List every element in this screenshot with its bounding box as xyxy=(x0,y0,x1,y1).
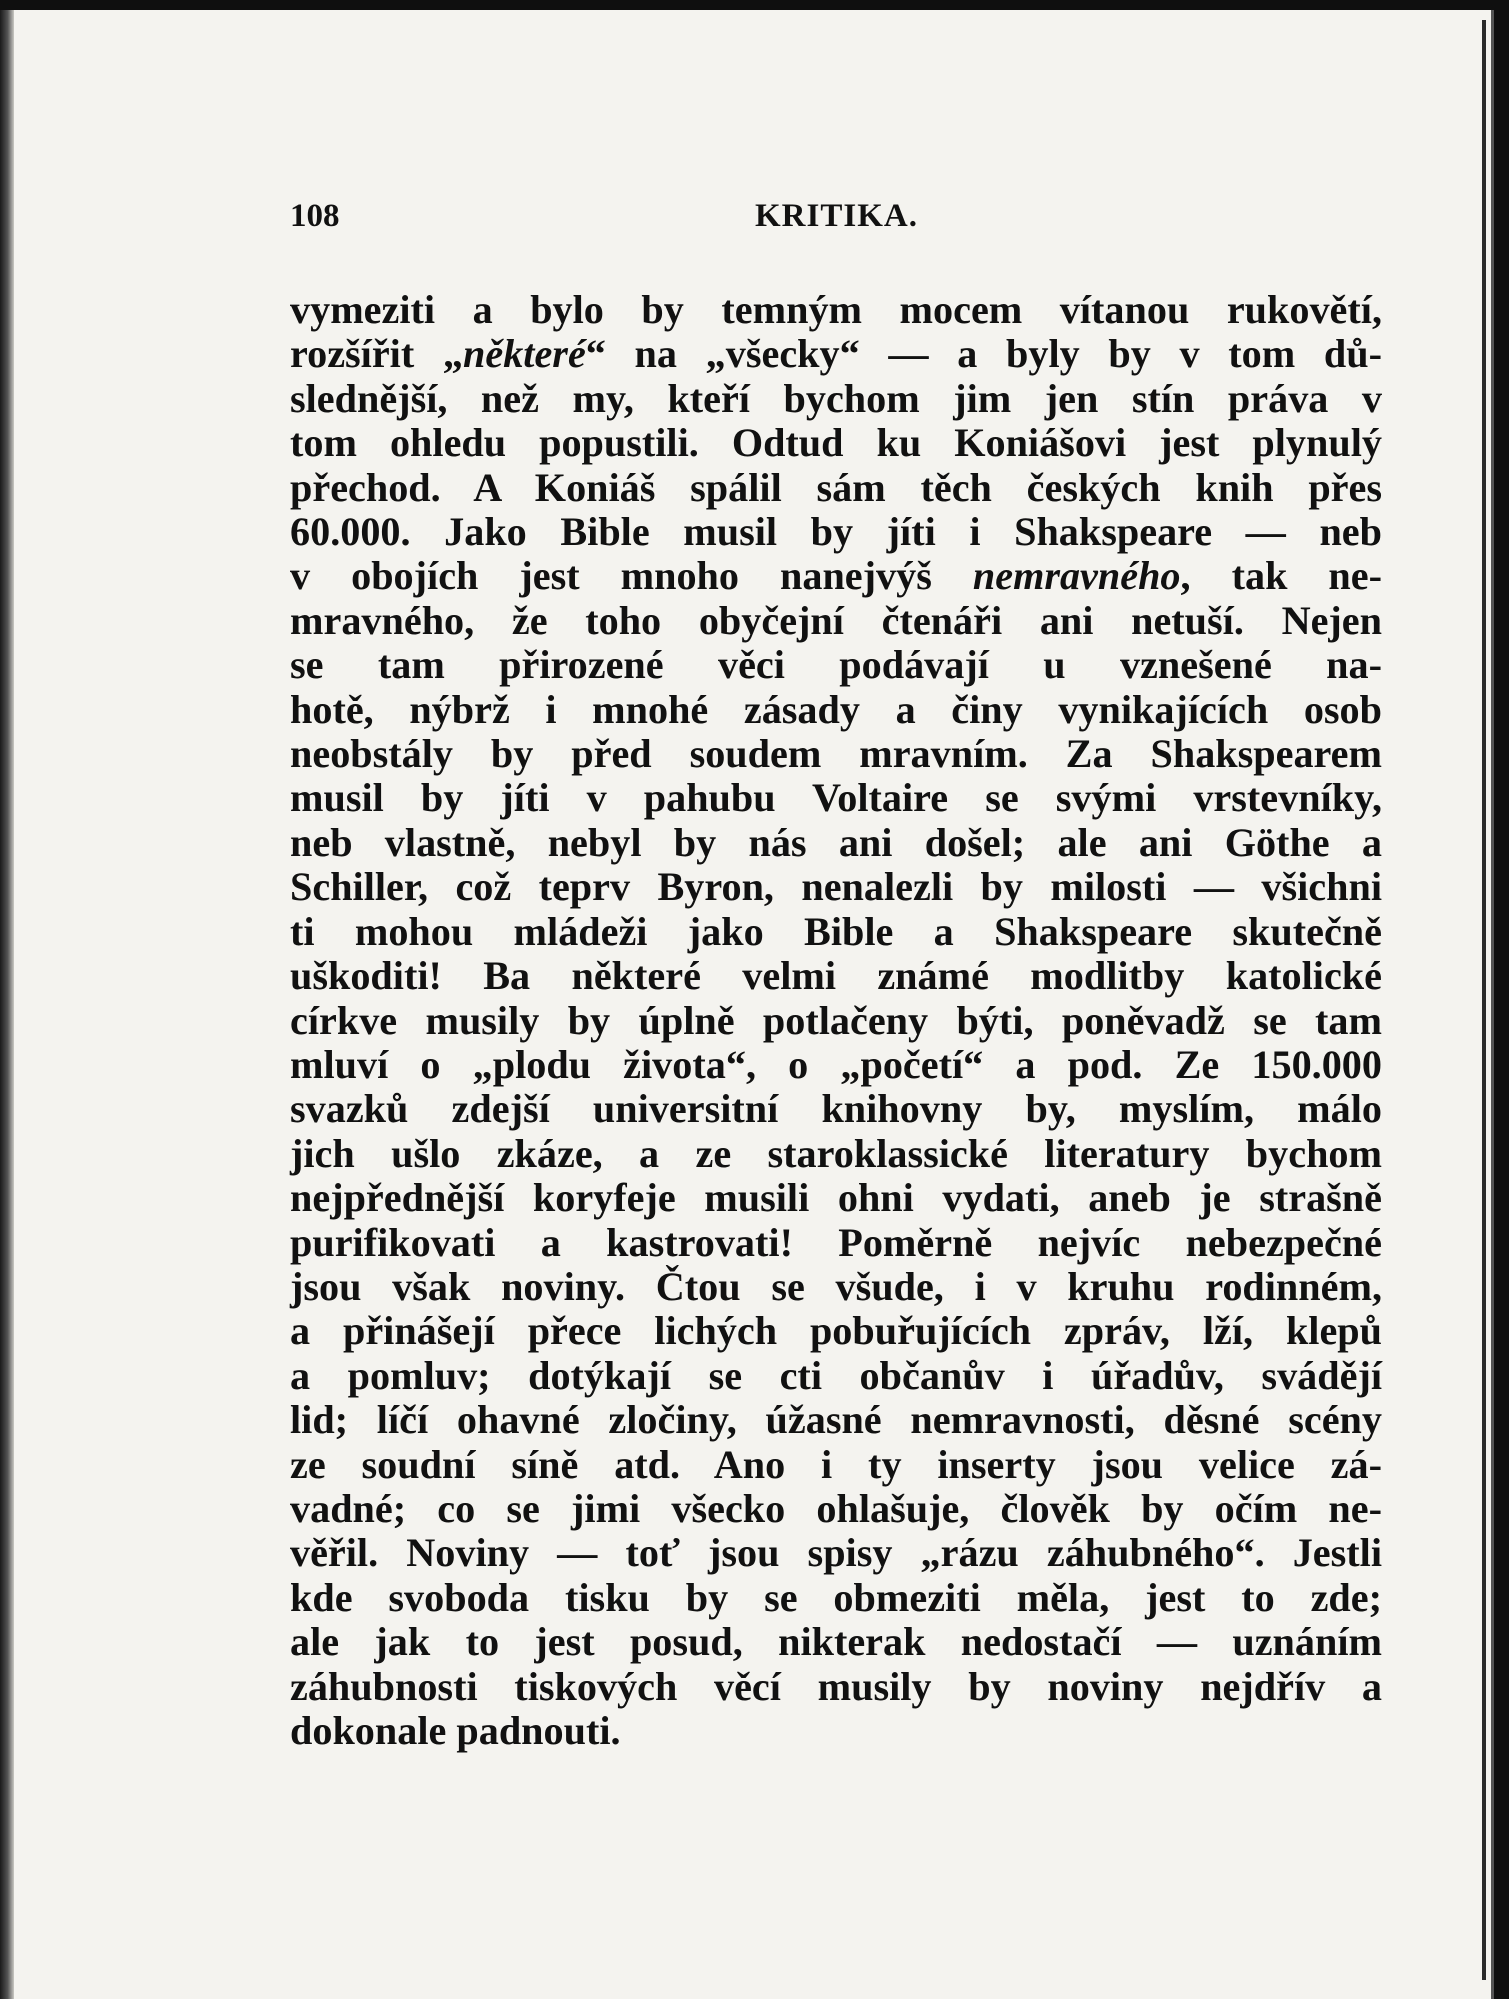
text-segment: v obojích jest mnoho nanejvýš xyxy=(290,553,973,599)
text-line: musil by jíti v pahubu Voltaire se svými vrstevníky, xyxy=(290,775,1382,821)
emphasized-text: některé xyxy=(463,331,586,377)
text-line: slednější, než my, kteří bychom jim jen stín práva v xyxy=(290,375,1382,421)
text-segment: , tak ne- xyxy=(1180,553,1382,599)
text-line: uškoditi! Ba některé velmi známé modlitby katolické xyxy=(290,953,1382,999)
text-line: jich ušlo zkáze, a ze staroklassické literatury bychom xyxy=(290,1130,1382,1176)
book-page xyxy=(0,10,1494,1999)
body-text xyxy=(290,288,1382,1753)
text-line: záhubnosti tiskových věcí musily by noviny nejdřív a xyxy=(290,1663,1382,1709)
text-line: dokonale padnouti. xyxy=(290,1708,621,1753)
page-edge-outer xyxy=(1491,10,1494,1999)
text-line xyxy=(290,332,1382,376)
text-line: hotě, nýbrž i mnohé zásady a činy vynikajících osob xyxy=(290,686,1382,732)
page-header xyxy=(290,198,1382,248)
text-line: tom ohledu popustili. Odtud ku Koniášovi jest plynulý xyxy=(290,420,1382,466)
text-segment: rozšířit „ xyxy=(290,331,464,377)
binding-edge xyxy=(0,10,14,1999)
text-line: ti mohou mládeži jako Bible a Shakspeare skutečně xyxy=(290,908,1382,954)
text-line: církve musily by úplně potlačeny býti, poněvadž se tam xyxy=(290,997,1382,1043)
page-edge-shadow xyxy=(1482,20,1486,1980)
text-line: neb vlastně, nebyl by nás ani došel; ale ani Göthe a xyxy=(290,819,1382,865)
text-line: jsou však noviny. Čtou se všude, i v kruhu rodinném, xyxy=(290,1263,1382,1309)
text-line: ze soudní síně atd. Ano i ty inserty jsou velice zá- xyxy=(290,1441,1382,1487)
text-line: mravného, že toho obyčejní čtenáři ani netuší. Nejen xyxy=(290,597,1382,643)
text-line: purifikovati a kastrovati! Poměrně nejvíc nebezpečné xyxy=(290,1219,1382,1265)
text-line: kde svoboda tisku by se obmeziti měla, jest to zde; xyxy=(290,1574,1382,1620)
text-line: přechod. A Koniáš spálil sám těch českých knih přes xyxy=(290,464,1382,510)
text-line: se tam přirozené věci podávají u vznešené na- xyxy=(290,642,1382,688)
text-line: mluví o „plodu života“, o „početí“ a pod. Ze 150.000 xyxy=(290,1041,1382,1087)
text-line xyxy=(290,554,1382,598)
text-line: Schiller, což teprv Byron, nenalezli by milosti — všichni xyxy=(290,864,1382,910)
text-line: vadné; co se jimi všecko ohlašuje, člověk by očím ne- xyxy=(290,1485,1382,1531)
text-line: vymeziti a bylo by temným mocem vítanou rukovětí, xyxy=(290,287,1382,332)
running-title: KRITIKA. xyxy=(755,198,918,234)
page-number: 108 xyxy=(290,198,340,234)
text-line: ale jak to jest posud, nikterak nedostačí — uznáním xyxy=(290,1619,1382,1665)
text-line: neobstály by před soudem mravním. Za Shakspearem xyxy=(290,731,1382,777)
text-line: nejpřednější koryfeje musili ohni vydati, aneb je strašně xyxy=(290,1175,1382,1221)
text-line: věřil. Noviny — toť jsou spisy „rázu záhubného“. Jestli xyxy=(290,1530,1382,1576)
text-line: 60.000. Jako Bible musil by jíti i Shakspeare — neb xyxy=(290,509,1382,555)
emphasized-text: nemravného xyxy=(972,553,1181,599)
text-line: lid; líčí ohavné zločiny, úžasné nemravnosti, děsné scény xyxy=(290,1397,1382,1443)
text-line: svazků zdejší universitní knihovny by, myslím, málo xyxy=(290,1086,1382,1132)
text-segment: “ na „všecky“ — a byly by v tom dů- xyxy=(585,331,1383,377)
text-line: a pomluv; dotýkají se cti občanův i úřadův, svádějí xyxy=(290,1352,1382,1398)
text-line: a přinášejí přece lichých pobuřujících zpráv, lží, klepů xyxy=(290,1308,1382,1354)
